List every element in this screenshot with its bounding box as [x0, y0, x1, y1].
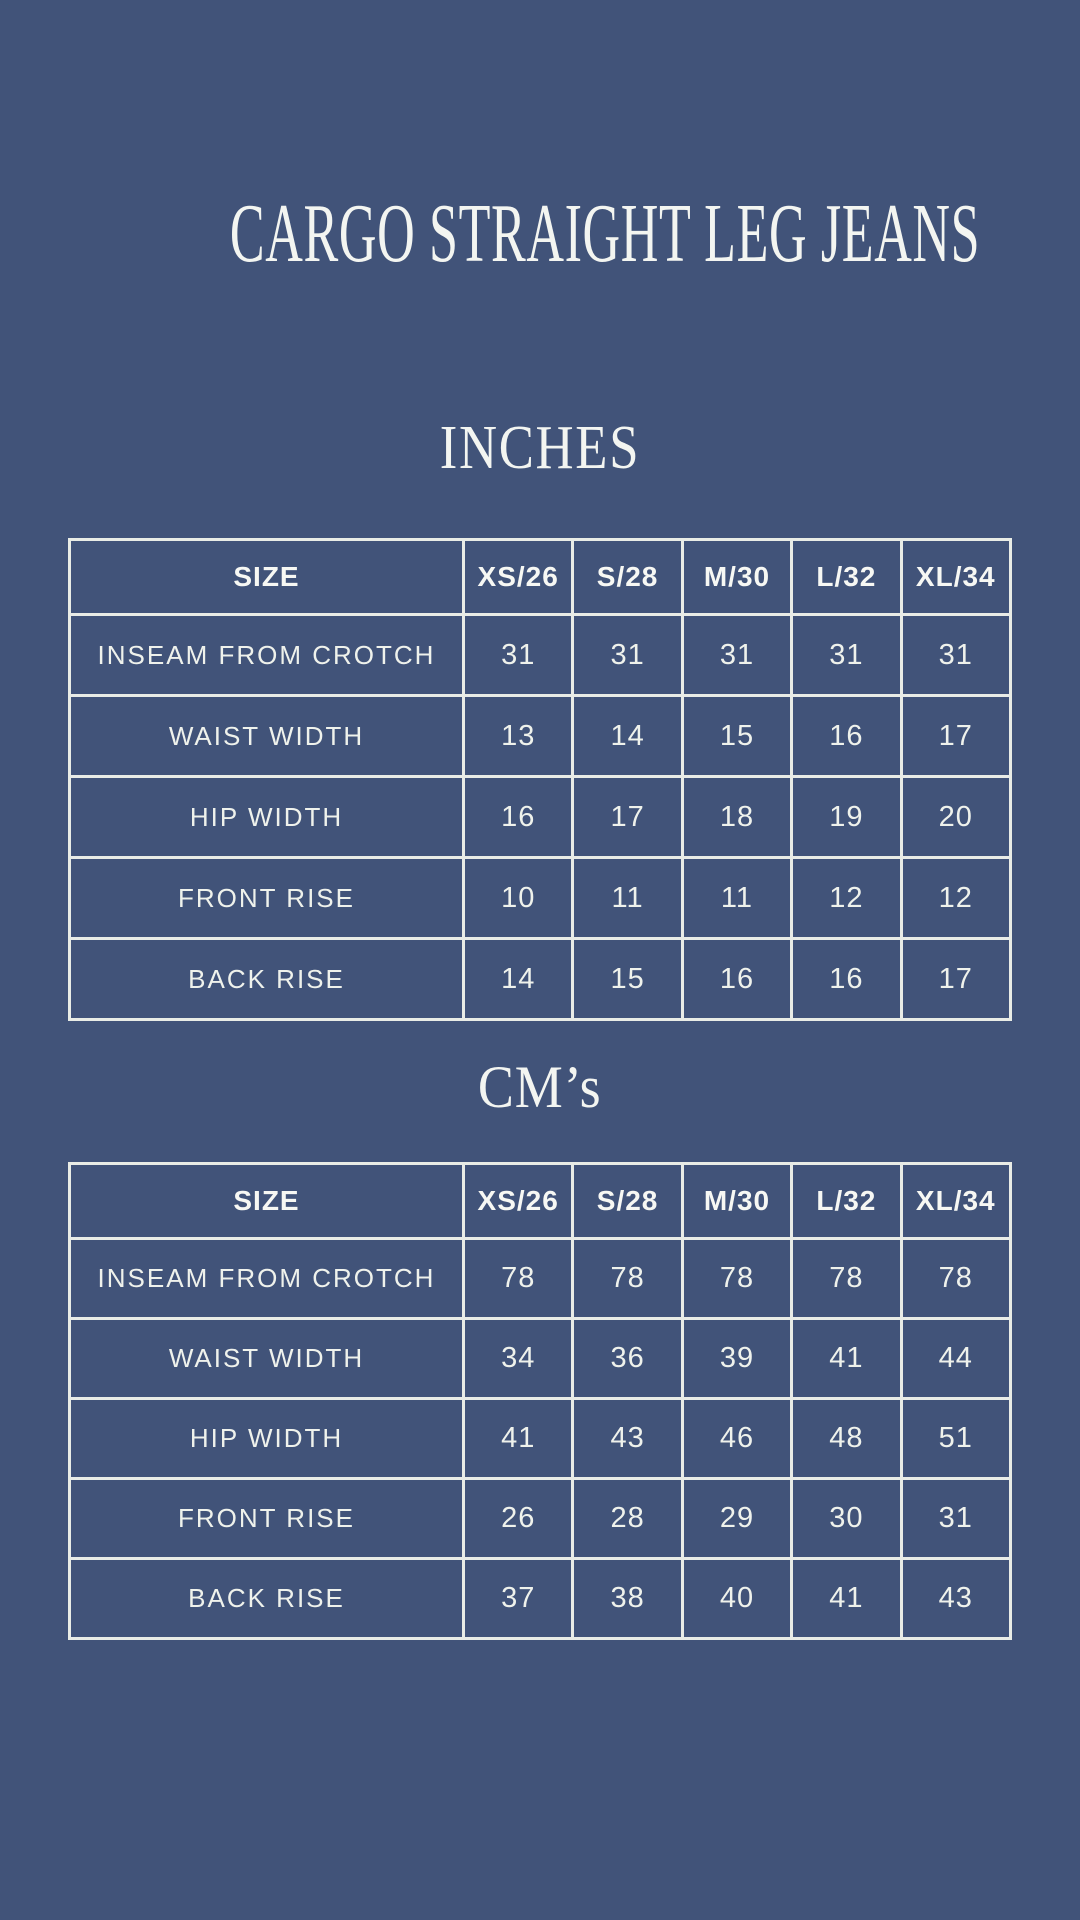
page-title-row — [0, 187, 1080, 280]
measurement-value: 78 — [901, 1239, 1010, 1319]
measurement-value: 41 — [792, 1319, 901, 1399]
size-header-cell: SIZE — [70, 540, 464, 615]
measurement-value: 31 — [573, 615, 682, 696]
measurement-value: 17 — [901, 696, 1010, 777]
size-column-header: S/28 — [573, 540, 682, 615]
measurement-label: HIP WIDTH — [70, 1399, 464, 1479]
measurement-label: BACK RISE — [70, 939, 464, 1020]
measurement-value: 78 — [573, 1239, 682, 1319]
measurement-value: 30 — [792, 1479, 901, 1559]
measurement-value: 16 — [792, 696, 901, 777]
size-column-header: XS/26 — [464, 1164, 573, 1239]
cms-section-heading: CM’s — [478, 1054, 602, 1120]
measurement-row — [70, 777, 1011, 858]
header-row — [70, 540, 1011, 615]
size-column-header: S/28 — [573, 1164, 682, 1239]
measurement-label: WAIST WIDTH — [70, 1319, 464, 1399]
measurement-value: 11 — [573, 858, 682, 939]
measurement-value: 31 — [901, 615, 1010, 696]
measurement-value: 17 — [573, 777, 682, 858]
measurement-value: 12 — [792, 858, 901, 939]
measurement-row — [70, 1399, 1011, 1479]
measurement-row — [70, 939, 1011, 1020]
inches-heading-row — [0, 414, 1080, 482]
measurement-value: 16 — [464, 777, 573, 858]
measurement-value: 15 — [573, 939, 682, 1020]
measurement-label: HIP WIDTH — [70, 777, 464, 858]
measurement-value: 31 — [901, 1479, 1010, 1559]
measurement-value: 14 — [464, 939, 573, 1020]
measurement-value: 34 — [464, 1319, 573, 1399]
measurement-value: 16 — [682, 939, 791, 1020]
measurement-label: FRONT RISE — [70, 1479, 464, 1559]
measurement-label: BACK RISE — [70, 1559, 464, 1639]
measurement-value: 51 — [901, 1399, 1010, 1479]
measurement-label: INSEAM FROM CROTCH — [70, 1239, 464, 1319]
measurement-row — [70, 615, 1011, 696]
measurement-value: 31 — [464, 615, 573, 696]
measurement-value: 43 — [901, 1559, 1010, 1639]
header-row — [70, 1164, 1011, 1239]
size-column-header: M/30 — [682, 1164, 791, 1239]
measurement-value: 26 — [464, 1479, 573, 1559]
measurement-value: 46 — [682, 1399, 791, 1479]
size-header-cell: SIZE — [70, 1164, 464, 1239]
size-column-header: M/30 — [682, 540, 791, 615]
measurement-label: FRONT RISE — [70, 858, 464, 939]
measurement-value: 14 — [573, 696, 682, 777]
measurement-value: 43 — [573, 1399, 682, 1479]
measurement-value: 39 — [682, 1319, 791, 1399]
measurement-value: 18 — [682, 777, 791, 858]
measurement-value: 17 — [901, 939, 1010, 1020]
measurement-value: 36 — [573, 1319, 682, 1399]
size-column-header: L/32 — [792, 1164, 901, 1239]
measurement-label: INSEAM FROM CROTCH — [70, 615, 464, 696]
measurement-value: 10 — [464, 858, 573, 939]
measurement-value: 29 — [682, 1479, 791, 1559]
measurement-value: 20 — [901, 777, 1010, 858]
measurement-value: 37 — [464, 1559, 573, 1639]
measurement-row — [70, 858, 1011, 939]
cms-size-table — [68, 1162, 1012, 1640]
measurement-value: 38 — [573, 1559, 682, 1639]
measurement-value: 12 — [901, 858, 1010, 939]
size-column-header: XS/26 — [464, 540, 573, 615]
size-column-header: XL/34 — [901, 1164, 1010, 1239]
measurement-value: 15 — [682, 696, 791, 777]
measurement-row — [70, 1319, 1011, 1399]
measurement-value: 78 — [792, 1239, 901, 1319]
measurement-value: 78 — [464, 1239, 573, 1319]
measurement-value: 48 — [792, 1399, 901, 1479]
measurement-value: 28 — [573, 1479, 682, 1559]
measurement-value: 19 — [792, 777, 901, 858]
measurement-value: 44 — [901, 1319, 1010, 1399]
measurement-value: 31 — [682, 615, 791, 696]
measurement-row — [70, 1479, 1011, 1559]
measurement-row — [70, 1239, 1011, 1319]
page-title: CARGO STRAIGHT LEG JEANS — [229, 187, 981, 280]
measurement-label: WAIST WIDTH — [70, 696, 464, 777]
measurement-value: 40 — [682, 1559, 791, 1639]
size-column-header: XL/34 — [901, 540, 1010, 615]
measurement-value: 11 — [682, 858, 791, 939]
measurement-value: 41 — [792, 1559, 901, 1639]
cms-heading-row — [0, 1054, 1080, 1120]
measurement-row — [70, 696, 1011, 777]
measurement-value: 31 — [792, 615, 901, 696]
measurement-value: 78 — [682, 1239, 791, 1319]
measurement-value: 13 — [464, 696, 573, 777]
measurement-value: 41 — [464, 1399, 573, 1479]
size-column-header: L/32 — [792, 540, 901, 615]
measurement-row — [70, 1559, 1011, 1639]
inches-section-heading: INCHES — [439, 414, 641, 482]
inches-size-table — [68, 538, 1012, 1021]
measurement-value: 16 — [792, 939, 901, 1020]
